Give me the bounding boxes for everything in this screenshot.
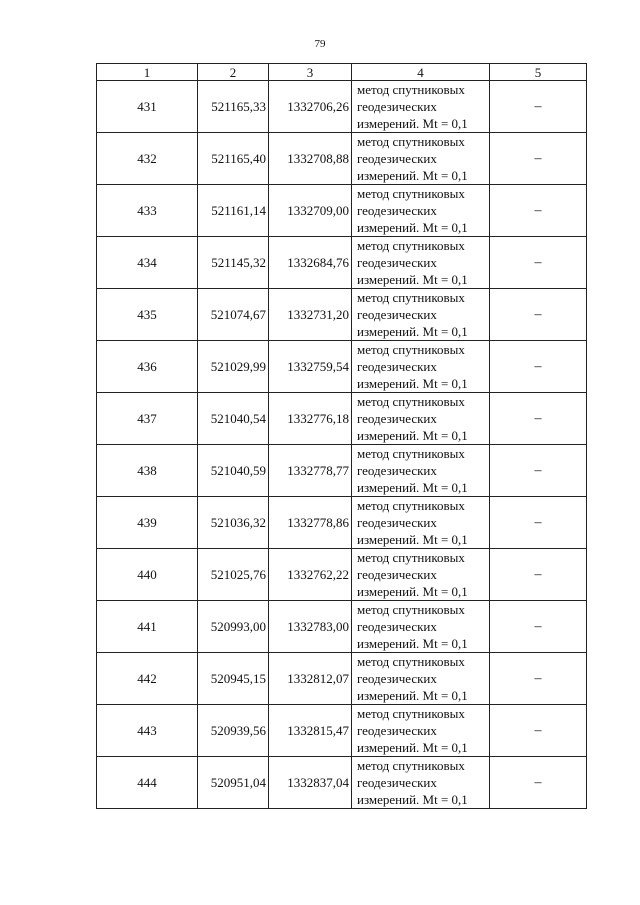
x-coordinate-cell: 520951,04 — [198, 757, 269, 809]
note-cell: – — [490, 289, 587, 341]
y-coordinate-cell: 1332815,47 — [269, 705, 352, 757]
point-number-cell: 436 — [97, 341, 198, 393]
column-header: 3 — [269, 64, 352, 81]
point-number-cell: 435 — [97, 289, 198, 341]
table-row — [97, 653, 587, 705]
method-line: геодезических — [357, 515, 437, 530]
note-cell: – — [490, 653, 587, 705]
method-line: метод спутниковых — [357, 342, 465, 357]
table-row — [97, 705, 587, 757]
point-number-cell: 437 — [97, 393, 198, 445]
method-cell — [352, 601, 490, 653]
column-header: 1 — [97, 64, 198, 81]
method-line: метод спутниковых — [357, 186, 465, 201]
method-line: измерений. Mt = 0,1 — [357, 688, 468, 703]
x-coordinate-cell: 521074,67 — [198, 289, 269, 341]
method-line: метод спутниковых — [357, 706, 465, 721]
x-coordinate-cell: 521165,40 — [198, 133, 269, 185]
y-coordinate-cell: 1332837,04 — [269, 757, 352, 809]
method-line: измерений. Mt = 0,1 — [357, 480, 468, 495]
table-row — [97, 81, 587, 133]
method-cell — [352, 549, 490, 601]
table-body — [97, 81, 587, 809]
x-coordinate-cell: 521029,99 — [198, 341, 269, 393]
y-coordinate-cell: 1332708,88 — [269, 133, 352, 185]
method-cell — [352, 757, 490, 809]
note-cell: – — [490, 237, 587, 289]
point-number-cell: 438 — [97, 445, 198, 497]
column-header: 4 — [352, 64, 490, 81]
column-header: 5 — [490, 64, 587, 81]
table-row — [97, 341, 587, 393]
y-coordinate-cell: 1332731,20 — [269, 289, 352, 341]
method-line: геодезических — [357, 567, 437, 582]
method-line: измерений. Mt = 0,1 — [357, 324, 468, 339]
table-row — [97, 601, 587, 653]
method-line: измерений. Mt = 0,1 — [357, 428, 468, 443]
method-line: измерений. Mt = 0,1 — [357, 376, 468, 391]
method-line: измерений. Mt = 0,1 — [357, 636, 468, 651]
note-cell: – — [490, 549, 587, 601]
method-cell — [352, 185, 490, 237]
x-coordinate-cell: 521145,32 — [198, 237, 269, 289]
table-row — [97, 549, 587, 601]
method-line: измерений. Mt = 0,1 — [357, 220, 468, 235]
x-coordinate-cell: 520945,15 — [198, 653, 269, 705]
note-cell: – — [490, 133, 587, 185]
method-line: геодезических — [357, 411, 437, 426]
method-cell — [352, 445, 490, 497]
point-number-cell: 441 — [97, 601, 198, 653]
coordinates-table — [96, 63, 587, 809]
y-coordinate-cell: 1332684,76 — [269, 237, 352, 289]
point-number-cell: 440 — [97, 549, 198, 601]
x-coordinate-cell: 520993,00 — [198, 601, 269, 653]
method-line: измерений. Mt = 0,1 — [357, 584, 468, 599]
y-coordinate-cell: 1332762,22 — [269, 549, 352, 601]
method-line: геодезических — [357, 203, 437, 218]
table-row — [97, 289, 587, 341]
method-line: геодезических — [357, 723, 437, 738]
point-number-cell: 431 — [97, 81, 198, 133]
note-cell: – — [490, 601, 587, 653]
method-line: измерений. Mt = 0,1 — [357, 740, 468, 755]
x-coordinate-cell: 521165,33 — [198, 81, 269, 133]
method-line: геодезических — [357, 307, 437, 322]
table-row — [97, 133, 587, 185]
y-coordinate-cell: 1332778,86 — [269, 497, 352, 549]
method-cell — [352, 393, 490, 445]
method-line: геодезических — [357, 359, 437, 374]
method-cell — [352, 237, 490, 289]
y-coordinate-cell: 1332778,77 — [269, 445, 352, 497]
note-cell: – — [490, 393, 587, 445]
method-cell — [352, 341, 490, 393]
y-coordinate-cell: 1332706,26 — [269, 81, 352, 133]
method-line: геодезических — [357, 463, 437, 478]
method-line: геодезических — [357, 775, 437, 790]
method-line: геодезических — [357, 151, 437, 166]
y-coordinate-cell: 1332776,18 — [269, 393, 352, 445]
method-line: метод спутниковых — [357, 134, 465, 149]
x-coordinate-cell: 520939,56 — [198, 705, 269, 757]
y-coordinate-cell: 1332709,00 — [269, 185, 352, 237]
note-cell: – — [490, 497, 587, 549]
table-row — [97, 757, 587, 809]
point-number-cell: 434 — [97, 237, 198, 289]
column-header: 2 — [198, 64, 269, 81]
method-line: измерений. Mt = 0,1 — [357, 116, 468, 131]
method-line: измерений. Mt = 0,1 — [357, 168, 468, 183]
x-coordinate-cell: 521040,54 — [198, 393, 269, 445]
table-row — [97, 237, 587, 289]
x-coordinate-cell: 521040,59 — [198, 445, 269, 497]
method-line: измерений. Mt = 0,1 — [357, 272, 468, 287]
method-line: метод спутниковых — [357, 238, 465, 253]
point-number-cell: 443 — [97, 705, 198, 757]
table-row — [97, 393, 587, 445]
note-cell: – — [490, 757, 587, 809]
y-coordinate-cell: 1332783,00 — [269, 601, 352, 653]
x-coordinate-cell: 521025,76 — [198, 549, 269, 601]
table-header-row — [97, 64, 587, 81]
point-number-cell: 433 — [97, 185, 198, 237]
method-line: геодезических — [357, 619, 437, 634]
method-line: геодезических — [357, 99, 437, 114]
point-number-cell: 432 — [97, 133, 198, 185]
table-row — [97, 497, 587, 549]
method-line: метод спутниковых — [357, 446, 465, 461]
method-cell — [352, 705, 490, 757]
method-line: измерений. Mt = 0,1 — [357, 792, 468, 807]
note-cell: – — [490, 705, 587, 757]
method-line: геодезических — [357, 671, 437, 686]
method-cell — [352, 289, 490, 341]
method-cell — [352, 133, 490, 185]
point-number-cell: 444 — [97, 757, 198, 809]
point-number-cell: 439 — [97, 497, 198, 549]
y-coordinate-cell: 1332812,07 — [269, 653, 352, 705]
point-number-cell: 442 — [97, 653, 198, 705]
method-line: метод спутниковых — [357, 394, 465, 409]
x-coordinate-cell: 521036,32 — [198, 497, 269, 549]
note-cell: – — [490, 445, 587, 497]
method-line: метод спутниковых — [357, 550, 465, 565]
table-row — [97, 445, 587, 497]
method-line: метод спутниковых — [357, 290, 465, 305]
method-line: метод спутниковых — [357, 498, 465, 513]
x-coordinate-cell: 521161,14 — [198, 185, 269, 237]
method-line: метод спутниковых — [357, 654, 465, 669]
note-cell: – — [490, 185, 587, 237]
method-cell — [352, 653, 490, 705]
method-line: измерений. Mt = 0,1 — [357, 532, 468, 547]
y-coordinate-cell: 1332759,54 — [269, 341, 352, 393]
method-line: метод спутниковых — [357, 602, 465, 617]
table-row — [97, 185, 587, 237]
note-cell: – — [490, 341, 587, 393]
method-line: метод спутниковых — [357, 82, 465, 97]
note-cell: – — [490, 81, 587, 133]
page-number: 79 — [314, 38, 326, 50]
method-line: метод спутниковых — [357, 758, 465, 773]
method-cell — [352, 81, 490, 133]
method-line: геодезических — [357, 255, 437, 270]
method-cell — [352, 497, 490, 549]
